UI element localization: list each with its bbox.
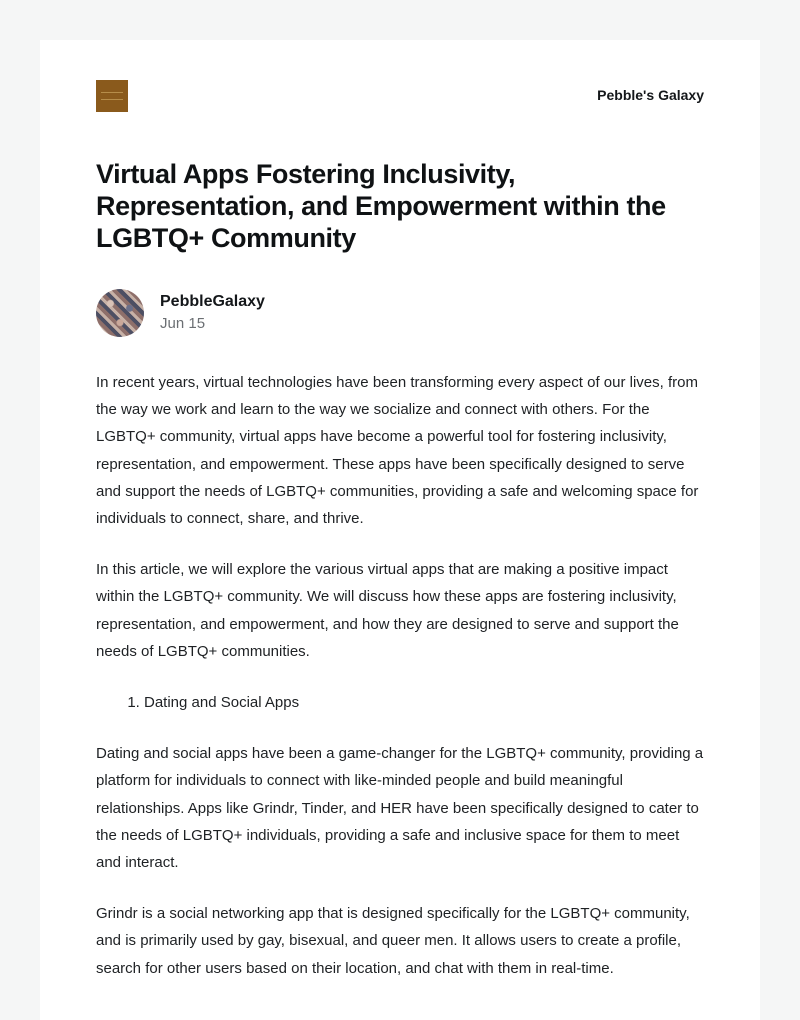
author-avatar[interactable] [96, 289, 144, 337]
publication-name-link[interactable]: Pebble's Galaxy [597, 87, 704, 103]
numbered-list [96, 689, 706, 716]
byline [96, 289, 265, 337]
paragraph: In this article, we will explore the various virtual apps that are making a positive impact within the LGBTQ+ community. We will discuss how these apps are fostering inclusivity, representation, and empowerment, and how they are designed to serve and support the needs of LGBTQ+ communities. [96, 561, 679, 660]
article-card [40, 40, 760, 1020]
article-title: Virtual Apps Fostering Inclusivity, Representation, and Empowerment within the LGBTQ+ Community [96, 159, 666, 253]
article-body [96, 369, 706, 1006]
paragraph: In recent years, virtual technologies have been transforming every aspect of our lives, from the way we work and learn to the way we socialize and connect with others. For the LGBTQ+ community, virtual apps have become a powerful tool for fostering inclusivity, representation, and empowerment. These apps have been specifically designed to serve and support the needs of LGBTQ+ communities, providing a safe and welcoming space for individuals to connect, share, and thrive. [96, 374, 699, 528]
list-item: 1. Dating and Social Apps [144, 689, 706, 716]
paragraph: Grindr is a social networking app that is designed specifically for the LGBTQ+ community, and is primarily used by gay, bisexual, and queer men. It allows users to create a profile, search for other users based on their location, and chat with them in real-time. [96, 905, 690, 977]
publish-date: Jun 15 [160, 315, 206, 332]
byline-text [160, 291, 265, 335]
logo-mark [101, 92, 123, 100]
author-name[interactable]: PebbleGalaxy [160, 293, 265, 310]
paragraph: Dating and social apps have been a game-changer for the LGBTQ+ community, providing a platform for individuals to connect with like-minded people and build meaningful relationships. Apps like Grindr, Tinder, and HER have been specifically designed to cater to the needs of LGBTQ+ individuals, providing a safe and inclusive space for them to meet and interact. [96, 745, 704, 872]
publication-logo-icon[interactable] [96, 80, 128, 112]
